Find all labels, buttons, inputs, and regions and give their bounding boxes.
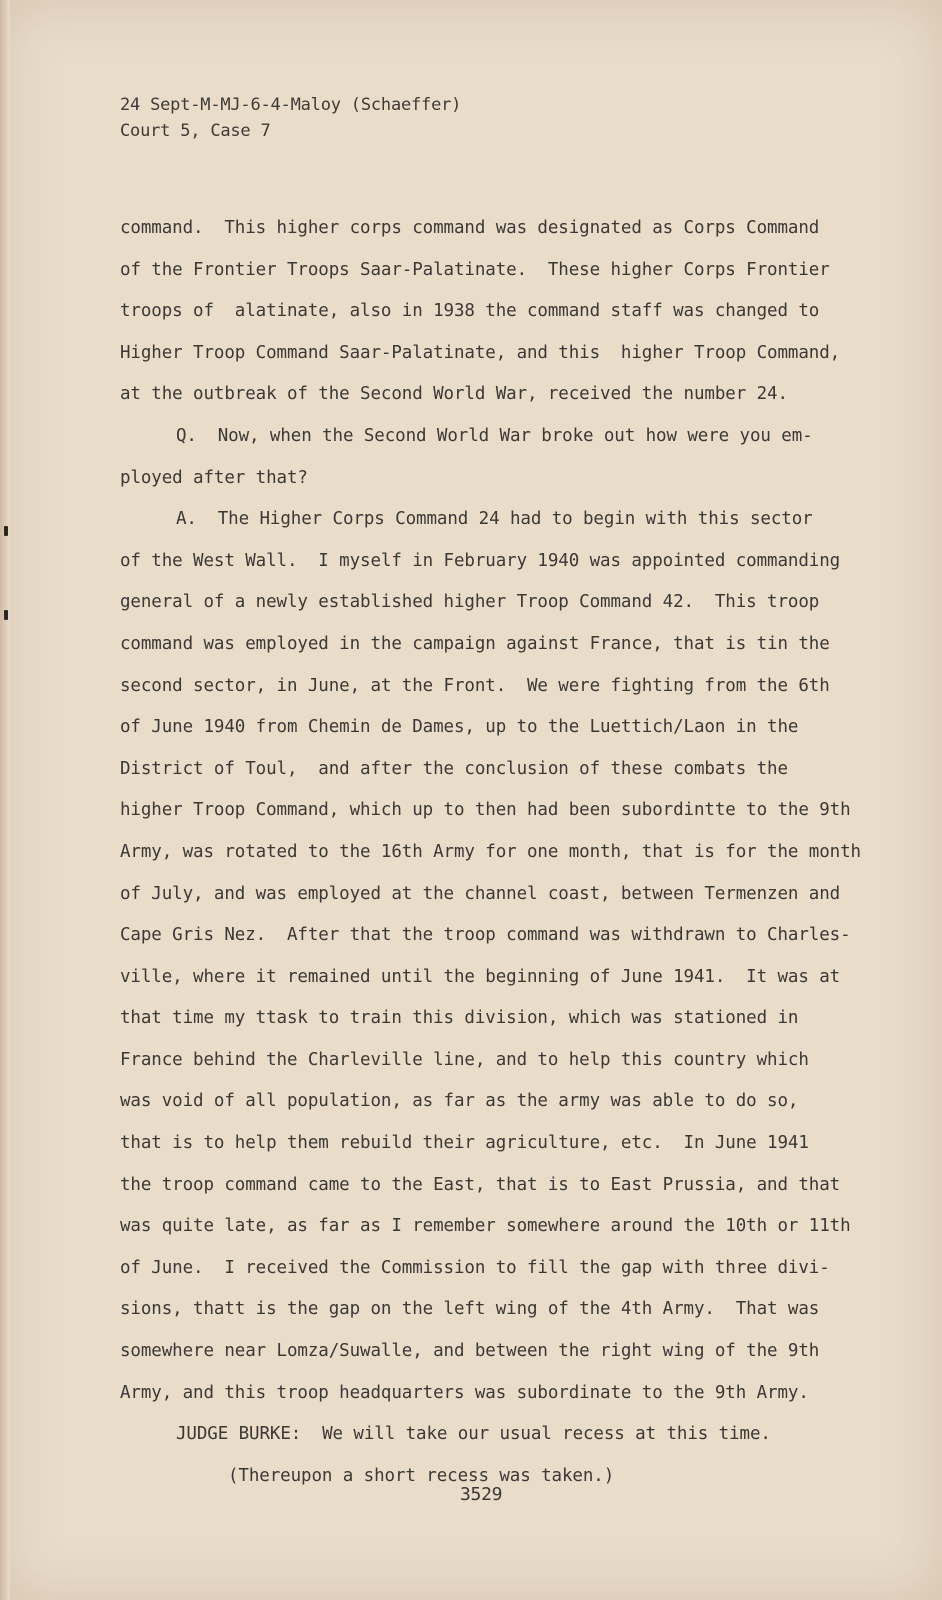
text-line: general of a newly established higher Troop Command 42. This troop <box>120 592 820 613</box>
text-line: sions, thatt is the gap on the left wing of the 4th Army. That was <box>120 1299 820 1320</box>
text-line: troops of alatinate, also in 1938 the command staff was changed to <box>120 301 820 322</box>
text-line: Army, and this troop headquarters was subordinate to the 9th Army. <box>120 1382 809 1403</box>
judge-line: JUDGE BURKE: We will take our usual recess at this time. <box>176 1424 771 1445</box>
text-line: ville, where it remained until the beginning of June 1941. It was at <box>120 966 841 987</box>
text-line: command was employed in the campaign against France, that is tin the <box>120 633 830 654</box>
binding-mark <box>4 610 8 620</box>
text-line: of the Frontier Troops Saar-Palatinate. These higher Corps Frontier <box>120 259 830 280</box>
binding-mark <box>4 526 8 536</box>
text-line: of July, and was employed at the channel coast, between Termenzen and <box>120 883 841 904</box>
text-line: second sector, in June, at the Front. We were fighting from the 6th <box>120 675 830 696</box>
text-line: Higher Troop Command Saar-Palatinate, and this higher Troop Command, <box>120 342 841 363</box>
text-line: was quite late, as far as I remember somewhere around the 10th or 11th <box>120 1216 851 1237</box>
answer-line: A. The Higher Corps Command 24 had to begin with this sector <box>176 509 813 530</box>
text-line: of the West Wall. I myself in February 1940 was appointed commanding <box>120 550 841 571</box>
header-line-1: 24 Sept-M-MJ-6-4-Maloy (Schaeffer) <box>120 95 462 115</box>
text-line: the troop command came to the East, that is to East Prussia, and that <box>120 1174 841 1195</box>
text-line: at the outbreak of the Second World War, received the number 24. <box>120 384 788 405</box>
text-line: command. This higher corps command was designated as Corps Command <box>120 218 820 238</box>
transcript-body <box>120 208 880 1497</box>
text-line: of June 1940 from Chemin de Dames, up to the Luettich/Laon in the <box>120 717 799 738</box>
page-number: 3529 <box>460 1484 503 1505</box>
text-line: France behind the Charleville line, and to help this country which <box>120 1049 809 1070</box>
text-line: somewhere near Lomza/Suwalle, and between the right wing of the 9th <box>120 1341 820 1362</box>
text-line: higher Troop Command, which up to then had been subordintte to the 9th <box>120 800 851 821</box>
text-line: District of Toul, and after the conclusion of these combats the <box>120 758 788 779</box>
text-line: that time my ttask to train this division, which was stationed in <box>120 1008 799 1029</box>
recess-line: (Thereupon a short recess was taken.) <box>228 1465 615 1486</box>
text-line: was void of all population, as far as the army was able to do so, <box>120 1091 799 1112</box>
text-line: Army, was rotated to the 16th Army for one month, that is for the month <box>120 841 861 862</box>
page-edge <box>0 0 10 1600</box>
text-line: ployed after that? <box>120 467 308 488</box>
text-line: of June. I received the Commission to fill the gap with three divi- <box>120 1257 830 1278</box>
header-line-2: Court 5, Case 7 <box>120 121 271 141</box>
text-line: that is to help them rebuild their agriculture, etc. In June 1941 <box>120 1133 809 1154</box>
text-line: Cape Gris Nez. After that the troop command was withdrawn to Charles- <box>120 925 851 946</box>
document-header <box>120 92 461 144</box>
question-line: Q. Now, when the Second World War broke out how were you em- <box>176 425 813 446</box>
